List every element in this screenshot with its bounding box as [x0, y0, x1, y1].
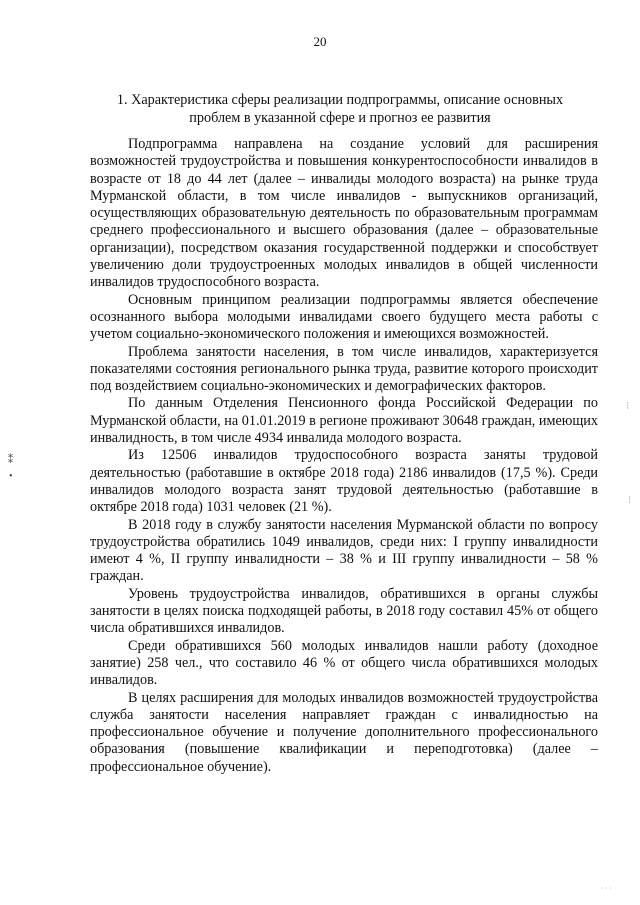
paragraph-main-principle: Основным принципом реализации подпрограммы является обеспечение осознанного выбора молодыми инвалидами своего будущего места работы с учетом социально-экономического положения и имеющихся возможностей.: [90, 291, 598, 343]
scan-artifact-mark: ⁝: [628, 495, 632, 506]
scan-artifact-mark: ⁝: [626, 401, 630, 412]
document-body: [90, 136, 598, 776]
paragraph-employment-problem: Проблема занятости населения, в том числе инвалидов, характеризуется показателями состояния регионального рынка труда, развитие которого происходит под воздействием социально-экономических и демографических факторов.: [90, 343, 598, 395]
paragraph-pension-fund-data: По данным Отделения Пенсионного фонда Российской Федерации по Мурманской области, на 01.01.2019 в регионе проживают 30648 граждан, имеющих инвалидность, в том числе 4934 инвалида молодого возраста.: [90, 395, 598, 447]
paragraph-young-disabled-employment: Среди обратившихся 560 молодых инвалидов нашли работу (доходное занятие) 258 чел., что составило 46 % от общего числа обратившихся молодых инвалидов.: [90, 637, 598, 689]
paragraph-professional-training: В целях расширения для молодых инвалидов возможностей трудоустройства служба занятости населения направляет граждан с инвалидностью на профессиональное обучение и получение дополнительного профессионального образования (повышение квалификации и переподготовка) (далее – профессиональное обучение).: [90, 689, 598, 775]
paragraph-2018-applications: В 2018 году в службу занятости населения Мурманской области по вопросу трудоустройства обратились 1049 инвалидов, среди них: I группу инвалидности имеют 4 %, II группу инвалидности – 38 % и III группу инвалидности – 58 % граждан.: [90, 516, 598, 585]
page-number: 20: [313, 34, 327, 49]
scan-artifact-mark: ⁑: [8, 455, 13, 466]
section-heading: 1. Характеристика сферы реализации подпрограммы, описание основных проблем в указанной сфере и прогноз ее развития: [116, 92, 564, 126]
scan-artifact-mark: •: [9, 471, 13, 482]
paragraph-subprogram-goal: Подпрограмма направлена на создание условий для расширения возможностей трудоустройства и повышения конкурентоспособности инвалидов в возрасте от 18 до 44 лет (далее – инвалиды молодого возраста) на рынке труда Мурманской области, в том числе инвалидов - выпускников организаций, осуществляющих образовательную деятельность по образовательным программам среднего профессионального и высшего образования (далее – образовательные организации), посредством оказания государственной поддержки и способствует увеличению доли трудоустроенных молодых инвалидов в общей численности инвалидов трудоспособного возраста.: [90, 136, 598, 291]
scan-artifact-mark: · · ·: [600, 884, 612, 893]
paragraph-employment-level: Уровень трудоустройства инвалидов, обратившихся в органы службы занятости в целях поиска подходящей работы, в 2018 году составил 45% от общего числа обратившихся инвалидов.: [90, 585, 598, 637]
paragraph-employed-disabled: Из 12506 инвалидов трудоспособного возраста заняты трудовой деятельностью (работавшие в октябре 2018 года) 2186 инвалидов (17,5 %). Среди инвалидов молодого возраста занят трудовой деятельностью (работавшие в октябре 2018 года) 1031 человек (21 %).: [90, 447, 598, 516]
